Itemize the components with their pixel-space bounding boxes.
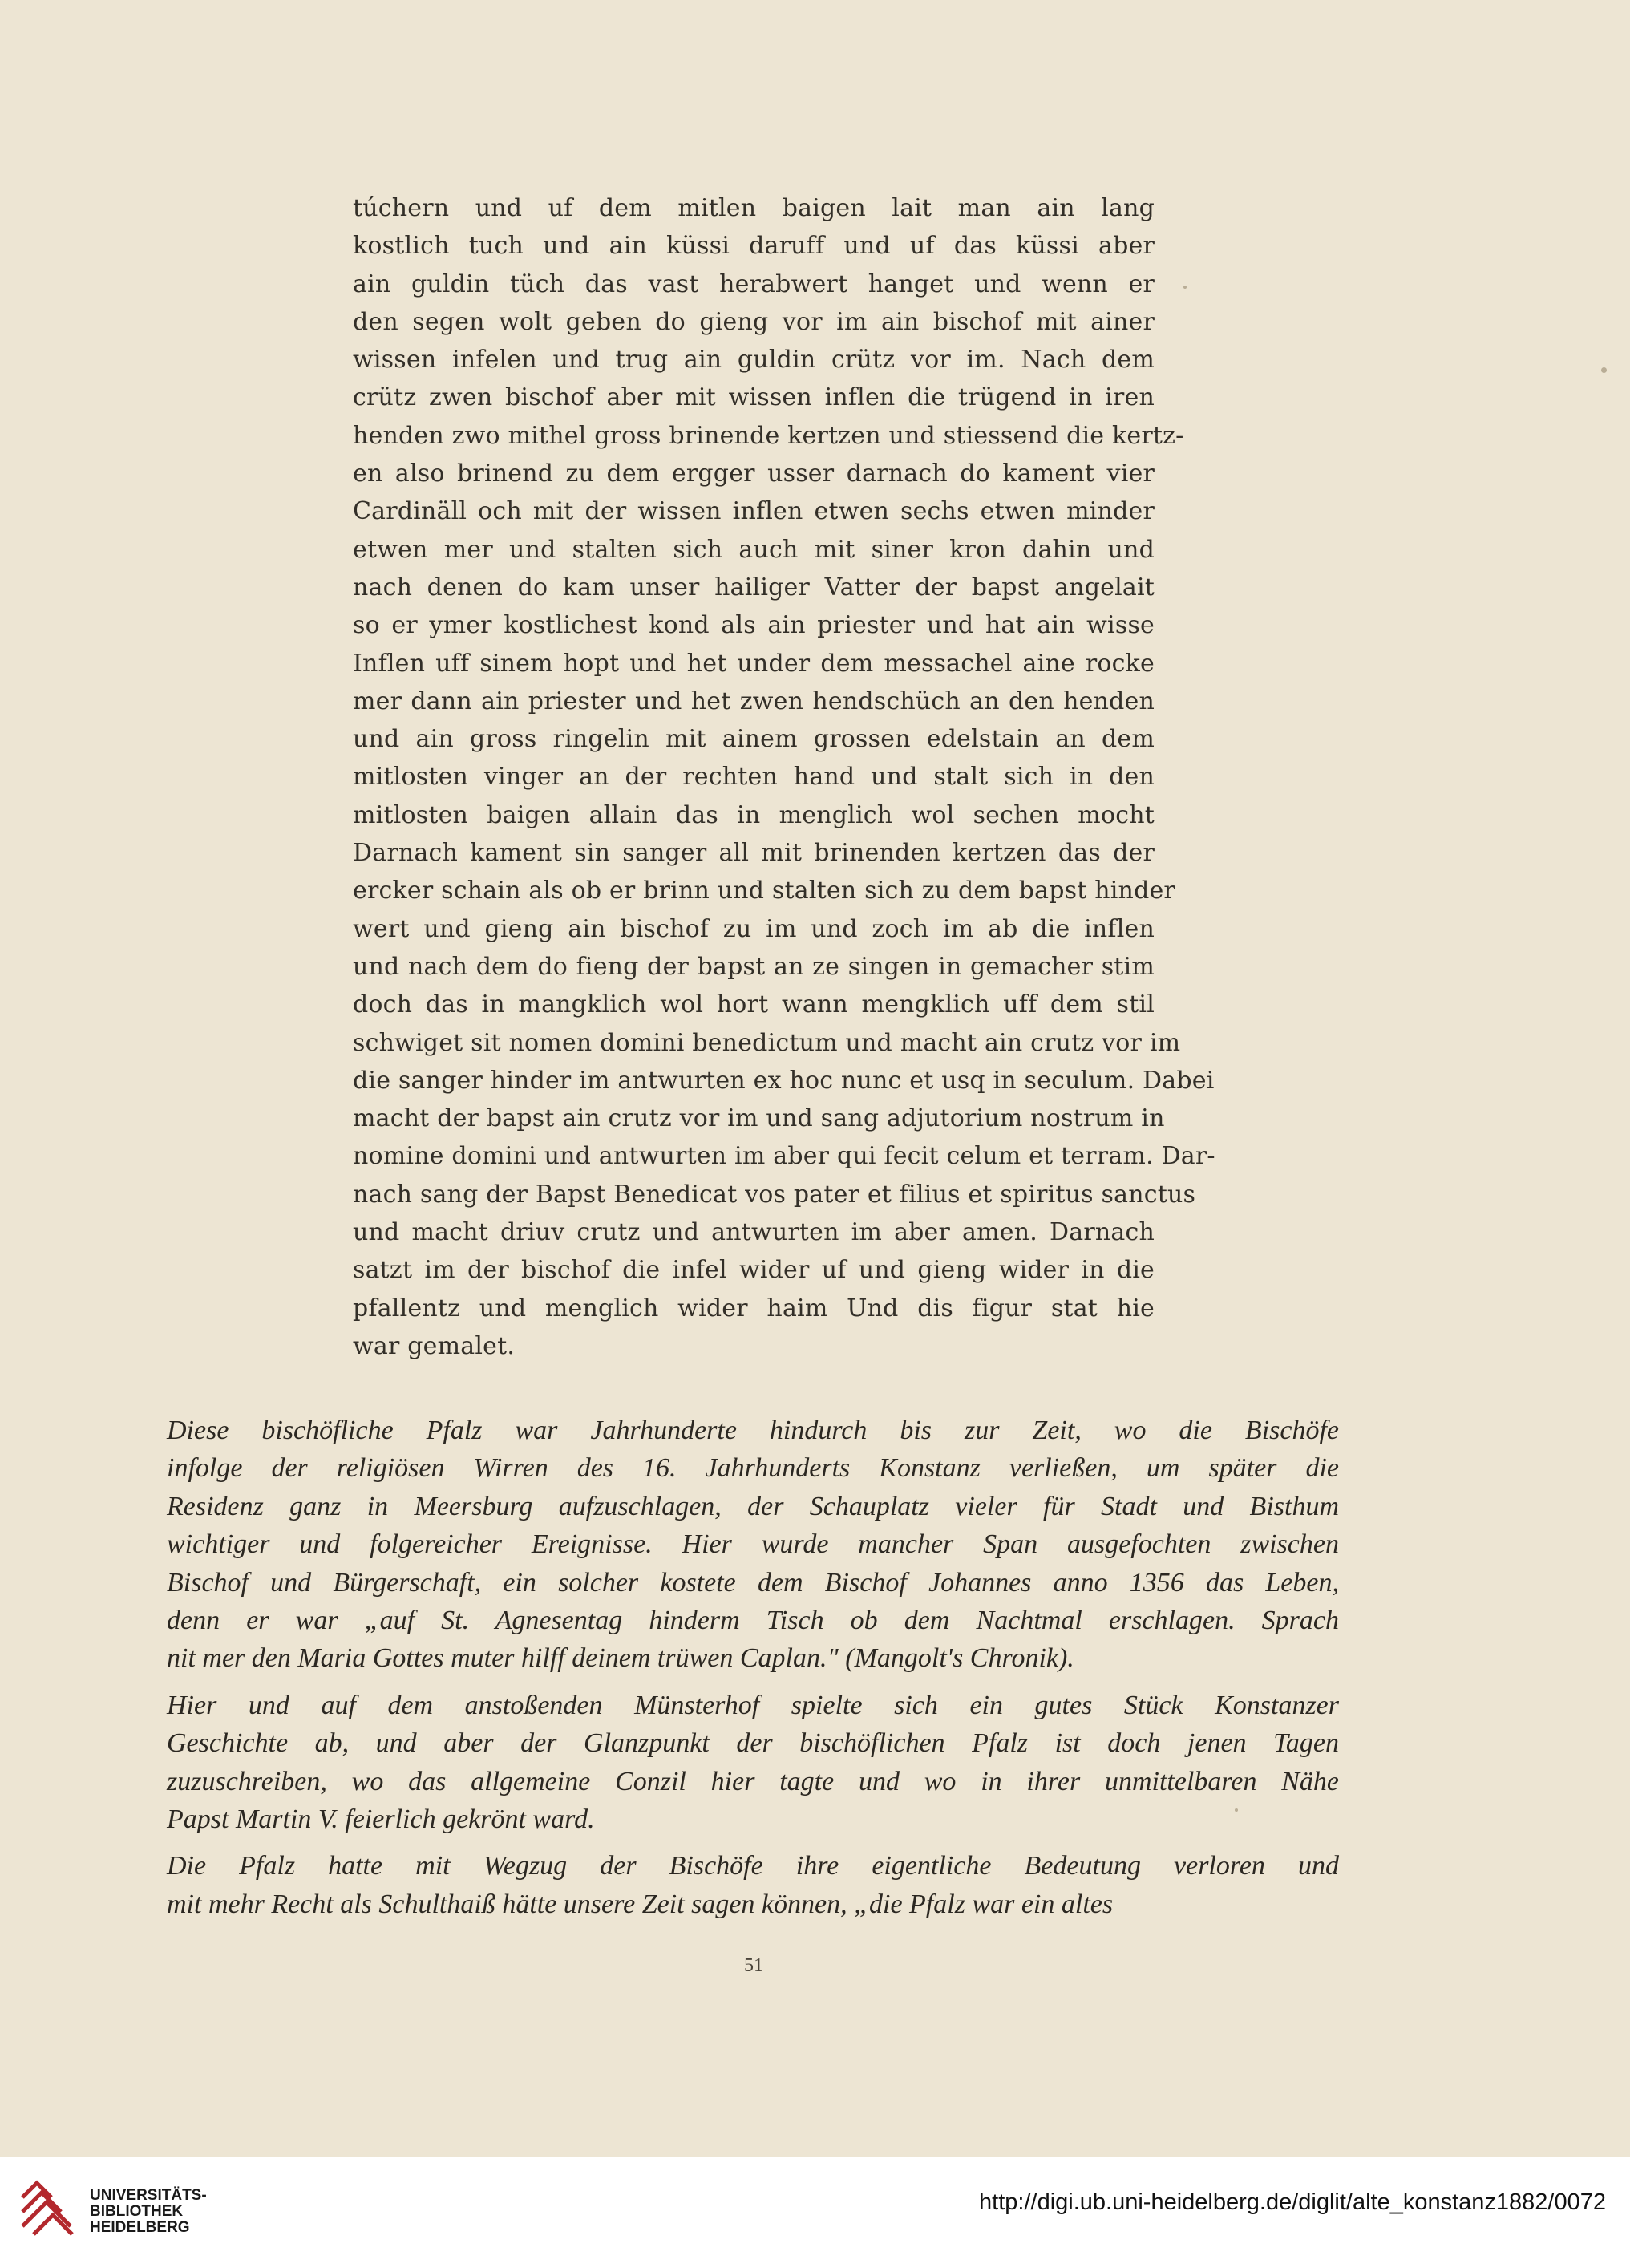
quote-line: etwen mer und stalten sich auch mit siner kron dahin und: [353, 535, 1155, 564]
footer-bar: [0, 2157, 1630, 2268]
library-name: [90, 2188, 207, 2236]
paper-speck: [1235, 1808, 1238, 1812]
quote-line: ercker schain als ob er brinn und stalten sich zu dem bapst hinder: [353, 877, 1175, 905]
body-text: [167, 1411, 1339, 1923]
university-library-logo-icon: [18, 2180, 75, 2238]
quote-line: Cardinäll och mit der wissen inflen etwen sechs etwen minder: [353, 497, 1155, 526]
quote-line: Inflen uff sinem hopt und het under dem messachel aine rocke: [353, 649, 1155, 678]
paragraph1-line: Bischof und Bürgerschaft, ein solcher kostete dem Bischof Johannes anno 1356 das Leben,: [167, 1567, 1339, 1598]
quote-line: und macht driuv crutz und antwurten im aber amen. Darnach: [353, 1218, 1155, 1247]
library-name-line: BIBLIOTHEK: [90, 2203, 184, 2220]
quote-line: henden zwo mithel gross brinende kertzen und stiessend die kertz-: [353, 421, 1184, 450]
paragraph-palace-decline: [167, 1847, 1339, 1923]
quote-line: mitlosten vinger an der rechten hand und stalt sich in den: [353, 763, 1155, 792]
quote-line: doch das in mangklich wol hort wann mengklich uff dem stil: [353, 990, 1155, 1019]
quote-line: die sanger hinder im antwurten ex hoc nunc et usq in seculum. Dabei: [353, 1066, 1215, 1095]
quote-line: schwiget sit nomen domini benedictum und macht ain crutz vor im: [353, 1028, 1181, 1057]
quote-line: ain guldin tüch das vast herabwert hanget und wenn er: [353, 269, 1155, 298]
page-number: 51: [744, 1955, 763, 1976]
paper-speck: [1183, 286, 1187, 289]
quote-line: mer dann ain priester und het zwen hendschüch an den henden: [353, 686, 1155, 715]
paper-speck: [1601, 367, 1607, 373]
quote-line: wert und gieng ain bischof zu im und zoch im ab die inflen: [353, 914, 1155, 943]
paragraph1-line: infolge der religiösen Wirren des 16. Jahrhunderts Konstanz verließen, um später die: [167, 1453, 1339, 1484]
paragraph1-line: Diese bischöfliche Pfalz war Jahrhunderte hindurch bis zur Zeit, wo die Bischöfe: [167, 1415, 1339, 1445]
quote-line: satzt im der bischof die infel wider uf und gieng wider in die: [353, 1256, 1155, 1285]
quote-line: kostlich tuch und ain küssi daruff und uf das küssi aber: [353, 232, 1155, 261]
quote-line: wissen infelen und trug ain guldin crütz vor im. Nach dem: [353, 346, 1155, 375]
quote-line: crütz zwen bischof aber mit wissen inflen die trügend in iren: [353, 383, 1155, 412]
quote-line: túchern und uf dem mitlen baigen lait man ain lang: [353, 194, 1155, 222]
quote-line: nach denen do kam unser hailiger Vatter der bapst angelait: [353, 573, 1155, 601]
quote-line: mitlosten baigen allain das in menglich wol sechen mocht: [353, 800, 1155, 829]
quote-line: en also brinend zu dem ergger usser darnach do kament vier: [353, 460, 1155, 488]
quote-line: war gemalet.: [353, 1331, 516, 1360]
paragraph3-line: Die Pfalz hatte mit Wegzug der Bischöfe ihre eigentliche Bedeutung verloren und: [167, 1851, 1339, 1881]
paragraph2-line: zuzuschreiben, wo das allgemeine Conzil hier tagte und wo in ihrer unmittelbaren Nähe: [167, 1766, 1339, 1796]
quote-line: und nach dem do fieng der bapst an ze singen in gemacher stim: [353, 952, 1155, 981]
quote-line: nach sang der Bapst Benedicat vos pater et filius et spiritus sanctus: [353, 1180, 1196, 1209]
paragraph3-line: mit mehr Recht als Schulthaiß hätte unsere Zeit sagen können, „die Pfalz war ein altes: [167, 1889, 1114, 1919]
paragraph2-line: Papst Martin V. feierlich gekrönt ward.: [167, 1804, 595, 1835]
quote-line: den segen wolt geben do gieng vor im ain bischof mit ainer: [353, 307, 1155, 336]
quote-line: nomine domini und antwurten im aber qui fecit celum et terram. Dar-: [353, 1142, 1215, 1171]
paragraph1-line: nit mer den Maria Gottes muter hilff deinem trüwen Caplan." (Mangolt's Chronik).: [167, 1643, 1074, 1674]
paragraph-episcopal-palace: [167, 1411, 1339, 1678]
paragraph1-line: Residenz ganz in Meersburg aufzuschlagen, der Schauplatz vieler für Stadt und Bisthum: [167, 1491, 1339, 1521]
quoted-chronicle-text: [353, 189, 1215, 1365]
paragraph1-line: denn er war „auf St. Agnesentag hinderm Tisch ob dem Nachtmal erschlagen. Sprach: [167, 1606, 1339, 1636]
quote-line: pfallentz und menglich wider haim Und dis figur stat hie: [353, 1294, 1155, 1322]
quote-line: so er ymer kostlichest kond als ain priester und hat ain wisse: [353, 611, 1155, 640]
source-url-link[interactable]: http://digi.ub.uni-heidelberg.de/diglit/alte_konstanz1882/0072: [979, 2189, 1606, 2215]
quote-line: Darnach kament sin sanger all mit brinenden kertzen das der: [353, 839, 1155, 868]
paragraph1-line: wichtiger und folgereicher Ereignisse. Hier wurde mancher Span ausgefochten zwischen: [167, 1529, 1339, 1560]
paragraph-konstanz-history: [167, 1687, 1339, 1839]
paragraph2-line: Geschichte ab, und aber der Glanzpunkt der bischöflichen Pfalz ist doch jenen Tagen: [167, 1728, 1339, 1759]
library-name-line: UNIVERSITÄTS-: [90, 2187, 207, 2204]
paragraph2-line: Hier und auf dem anstoßenden Münsterhof spielte sich ein gutes Stück Konstanzer: [167, 1690, 1339, 1720]
library-name-line: HEIDELBERG: [90, 2219, 190, 2236]
quote-line: macht der bapst ain crutz vor im und sang adjutorium nostrum in: [353, 1104, 1165, 1133]
quote-line: und ain gross ringelin mit ainem grossen edelstain an dem: [353, 725, 1155, 754]
